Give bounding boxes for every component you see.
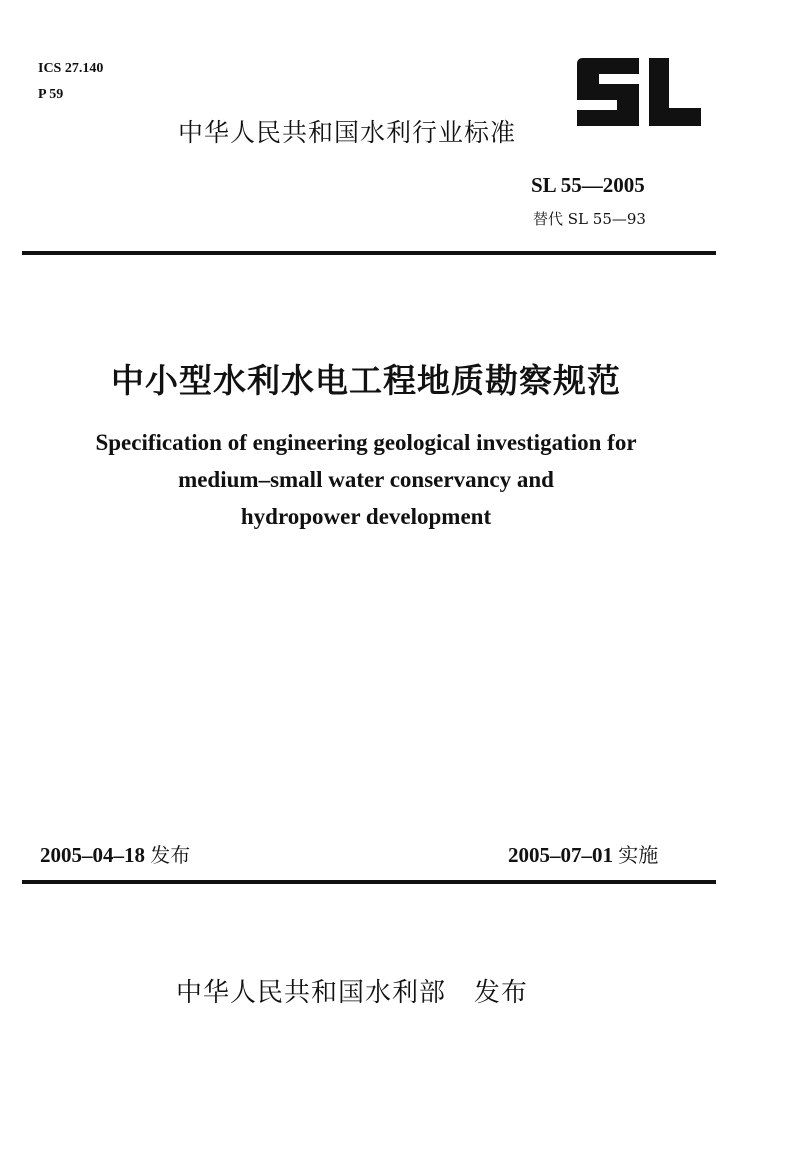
ics-code: ICS 27.140 [38, 61, 104, 76]
document-title-cn: 中小型水利水电工程地质勘察规范 [111, 361, 621, 400]
document-title-en-line: hydropower development [240, 504, 492, 529]
implementation-date [508, 840, 658, 870]
industry-standard-title: 中华人民共和国水利行业标准 [178, 118, 517, 147]
replaces-note: 替代 SL 55—93 [533, 210, 646, 228]
issue-date-value: 2005–04–18 [40, 843, 145, 867]
publisher-name: 中华人民共和国水利部 [176, 978, 447, 1008]
bottom-divider [22, 880, 716, 884]
sl-logo-letter-l [649, 58, 701, 126]
sl-logo [577, 58, 701, 126]
implementation-label: 实施 [618, 843, 659, 867]
implementation-date-value: 2005–07–01 [508, 843, 613, 867]
standard-number: SL 55—2005 [531, 173, 645, 197]
issue-label: 发布 [150, 843, 191, 867]
sl-logo-letter-s [577, 58, 639, 126]
document-title-en-line: Specification of engineering geological investigation for [95, 430, 637, 455]
document-title-en-line: medium–small water conservancy and [178, 467, 554, 492]
issue-date [40, 840, 190, 870]
publisher-action: 发布 [473, 978, 528, 1008]
p-code: P 59 [38, 87, 64, 102]
publisher-line [176, 974, 528, 1012]
top-divider [22, 251, 716, 255]
